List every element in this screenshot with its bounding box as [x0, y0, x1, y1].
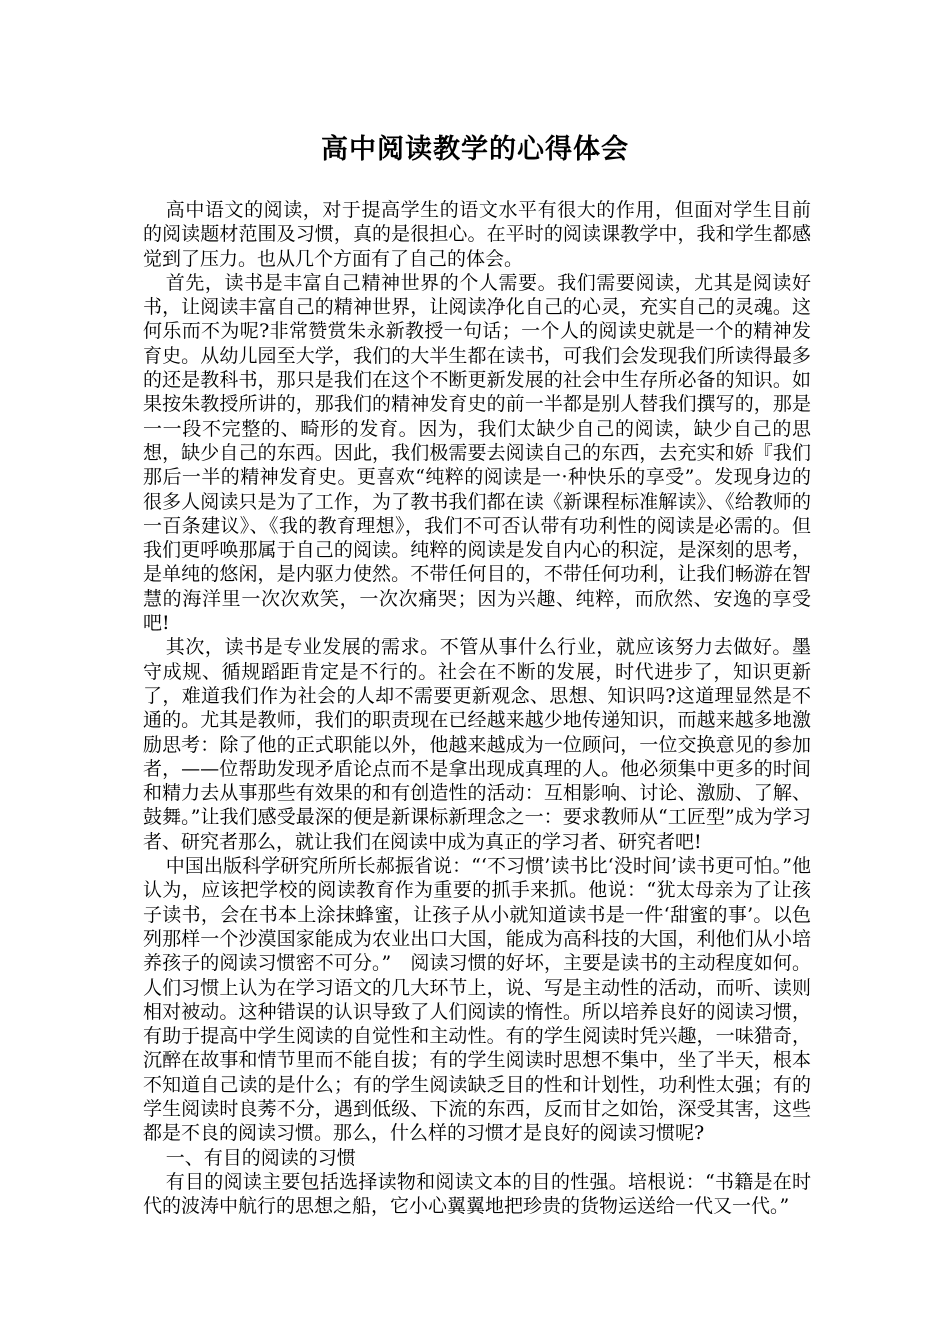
paragraph-second-point: 其次，读书是专业发展的需求。不管从事什么行业，就应该努力去做好。墨守成规、循规蹈距肯定是不行的。社会在不断的发展，时代进步了，知识更新了，难道我们作为社会的人却不需要更新观念、思想、知识吗?这道理显然是不通的。尤其是教师，我们的职责现在已经越来越少地传递知识，而越来越多地激励思考：除了他的正式职能以外，他越来越成为一位顾问，一位交换意见的参加者，——位帮助发现矛盾论点而不是拿出现成真理的人。他必须集中更多的时间和精力去从事那些有效果的和有创造性的活动：互相影响、讨论、激励、了解、鼓舞。”让我们感受最深的便是新课标新理念之一：要求教师从“工匠型”成为学习者、研究者那么，就让我们在阅读中成为真正的学习者、研究者吧!: [143, 636, 811, 853]
paragraph-purposeful-reading: 有目的阅读主要包括选择读物和阅读文本的目的性强。培根说：“书籍是在时代的波涛中航行的思想之船，它小心翼翼地把珍贵的货物运送给一代又一代。”: [143, 1170, 811, 1218]
paragraph-first-point: 首先，读书是丰富自己精神世界的个人需要。我们需要阅读，尤其是阅读好书，让阅读丰富自己的精神世界，让阅读净化自己的心灵，充实自己的灵魂。这何乐而不为呢?非常赞赏朱永新教授一句话；一个人的阅读史就是一个的精神发育史。从幼儿园至大学，我们的大半生都在读书，可我们会发现我们所读得最多的还是教科书，那只是我们在这个不断更新发展的社会中生存所必备的知识。如果按朱教授所讲的，那我们的精神发育史的前一半都是别人替我们撰写的，那是一一段不完整的、畸形的发育。因为，我们太缺少自己的阅读，缺少自己的思想，缺少自己的东西。因此，我们极需要去阅读自己的东西，去充实和娇『我们那后一半的精神发育史。更喜欢“纯粹的阅读是一·种快乐的享受”。发现身边的很多人阅读只是为了工作，为了教书我们都在读《新课程标准解读》、《给教师的一百条建议》、《我的教育理想》，我们不可否认带有功利性的阅读是必需的。但我们更呼唤那属于自己的阅读。纯粹的阅读是发自内心的积淀，是深刻的思考，是单纯的悠闲，是内驱力使然。不带任何目的，不带任何功利，让我们畅游在智慧的海洋里一次次欢笑，一次次痛哭；因为兴趣、纯粹，而欣然、安逸的享受吧!: [143, 271, 811, 635]
document-title: 高中阅读教学的心得体会: [321, 134, 629, 165]
paragraph-reading-habits: 中国出版科学研究所所长郝振省说：“‘不习惯’读书比‘没时间’读书更可怕。”他认为，应该把学校的阅读教育作为重要的抓手来抓。他说：“犹太母亲为了让孩子读书，会在书本上涂抹蜂蜜，让孩子从小就知道读书是一件‘甜蜜的事’。以色列那样一个沙漠国家能成为农业出口大国，能成为高科技的大国，利他们从小培养孩子的阅读习惯密不可分。” 阅读习惯的好坏，主要是读书的主动程度如何。人们习惯上认为在学习语文的几大环节上，说、写是主动性的活动，而听、读则相对被动。这种错误的认识导致了人们阅读的惰性。所以培养良好的阅读习惯，有助于提高中学生阅读的自觉性和主动性。有的学生阅读时凭兴趣，一味猎奇，沉醉在故事和情节里而不能自拔；有的学生阅读时思想不集中，坐了半天，根本不知道自己读的是什么；有的学生阅读缺乏目的性和计划性，功利性太强；有的学生阅读时良莠不分，遇到低级、下流的东西，反而甘之如饴，深受其害，这些都是不良的阅读习惯。那么，什么样的习惯才是良好的阅读习惯呢?: [143, 855, 811, 1145]
document-body: [143, 198, 811, 1218]
paragraph-intro: 高中语文的阅读，对于提高学生的语文水平有很大的作用，但面对学生目前的阅读题材范围及习惯，真的是很担心。在平时的阅读课教学中，我和学生都感觉到了压力。也从几个方面有了自己的体会。: [143, 199, 811, 270]
section-heading-purposeful-reading: 一、有目的阅读的习惯: [165, 1146, 356, 1169]
